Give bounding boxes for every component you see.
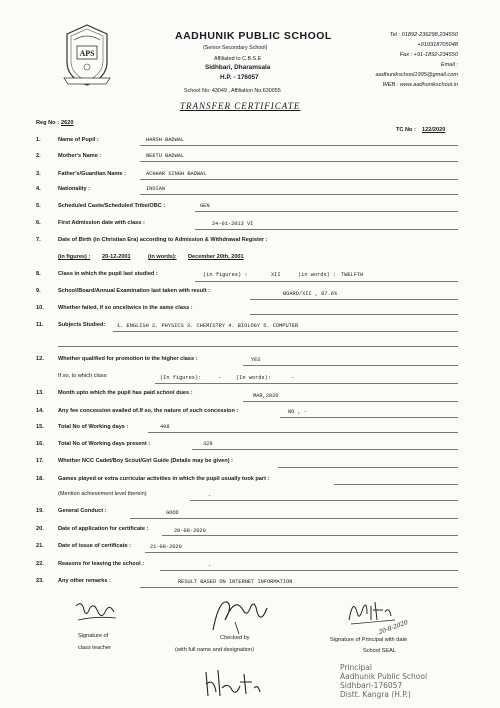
field-12-label: Whether qualified for promotion to the higher class : xyxy=(58,356,198,362)
class-words-value: TWELFTH xyxy=(341,272,364,278)
field-7-label: Date of Birth (in Christian Era) according to Admission & Withdrawal Register : xyxy=(58,237,268,243)
field-19-label: General Conduct : xyxy=(58,508,107,514)
principal-label-1: Signature of Principal with date xyxy=(330,637,408,643)
school-logo xyxy=(62,22,112,88)
field-3-label: Father's/Guardian Name : xyxy=(58,171,126,177)
field-19-line xyxy=(130,518,458,519)
achievement-value: - xyxy=(208,493,212,499)
field-8-number: 8. xyxy=(36,271,41,277)
field-19-value: GOOD xyxy=(166,510,179,516)
field-5-number: 5. xyxy=(36,203,41,209)
field-18-label: Games played or extra curricular activities in which the pupil usually took part : xyxy=(58,476,270,482)
field-9-number: 9. xyxy=(36,288,41,294)
field-11-number: 11. xyxy=(36,322,44,328)
principal-stamp xyxy=(340,663,427,699)
field-13-line xyxy=(243,401,458,402)
field-20-line xyxy=(162,535,458,536)
higher-class-figures: - xyxy=(218,375,222,381)
stamp-line-2: Aadhunik Public School xyxy=(340,672,428,681)
principal-date: 20-8-2020 xyxy=(377,618,410,637)
field-8-line xyxy=(195,281,458,282)
principal-label-2: School SEAL xyxy=(363,648,396,654)
field-14-label: Any fee concession availed of.If so, the nature of such concession : xyxy=(58,408,239,414)
field-6-label: First Admission date with class : xyxy=(58,220,145,226)
field-18-line xyxy=(334,484,458,485)
field-6-number: 6. xyxy=(36,220,41,226)
teacher-signature-label-2: class teacher xyxy=(78,645,111,651)
field-3-number: 3. xyxy=(36,171,41,177)
stamp-line-1: Principal xyxy=(340,663,372,672)
field-21-line xyxy=(145,552,458,553)
higher-class-line xyxy=(155,383,458,384)
field-15-label: Total No of Working days : xyxy=(58,424,129,430)
field-21-label: Date of issue of certificate : xyxy=(58,543,132,549)
affiliation-line: Affiliated to C.B.S.E xyxy=(214,56,262,62)
stamp-line-3: Sidhbari-176057 xyxy=(340,681,403,690)
field-20-label: Date of application for certificate : xyxy=(58,526,149,532)
field-2-number: 2. xyxy=(36,153,41,159)
stamp-line-4: Distt. Kangra (H.P.) xyxy=(340,690,411,699)
field-1-line xyxy=(140,145,458,146)
email-text: aadhunikschool1995@gmail.com xyxy=(375,72,458,78)
field-9-line xyxy=(250,299,458,300)
field-1-label: Name of Pupil : xyxy=(58,137,99,143)
field-6-line xyxy=(195,229,458,230)
field-5-line xyxy=(195,211,458,212)
tc-no-value: 122/2020 xyxy=(422,127,446,133)
higher-class-label: If so, to which class xyxy=(58,373,107,379)
field-13-number: 13. xyxy=(36,390,44,396)
field-23-number: 23. xyxy=(36,578,44,584)
fax-text: Fax : +91-1892-234550 xyxy=(399,52,458,58)
tc-no-label: TC No : xyxy=(396,127,416,133)
field-1-value: HARSH BADWAL xyxy=(146,137,185,143)
field-10-line xyxy=(250,314,458,315)
field-14-number: 14. xyxy=(36,408,44,414)
field-15-value: 408 xyxy=(160,424,170,430)
class-figures-label: (in figures) : xyxy=(203,272,248,278)
teacher-signature xyxy=(72,598,122,633)
field-12-number: 12. xyxy=(36,356,44,362)
field-4-label: Nationality : xyxy=(58,186,91,192)
achievement-label: (Mention achievement level therein) xyxy=(58,491,147,497)
checked-by-label-2: (with full name and designation) xyxy=(175,647,254,653)
field-17-number: 17. xyxy=(36,458,44,464)
field-9-value: BOARD/XII , 87.6% xyxy=(283,291,338,297)
dob-words-value: December 20th, 2001 xyxy=(188,254,244,260)
teacher-signature-label-1: Signature of xyxy=(78,633,109,639)
field-15-number: 15. xyxy=(36,424,44,430)
field-11-value: 1. ENGLISH 2. PHYSICS 3. CHEMISTRY 4. BIOLOGY 5. COMPUTER xyxy=(117,323,299,329)
field-16-number: 16. xyxy=(36,441,44,447)
tel-text: Tel : 01892-236298,234550 xyxy=(389,32,458,38)
dob-figures-value: 20-12-2001 xyxy=(102,254,131,260)
higher-class-figures-label: (In figures): xyxy=(160,375,202,381)
field-9-label: School/Board/Annual Examination last taken with result : xyxy=(58,288,210,294)
bottom-signature xyxy=(200,662,270,707)
field-10-label: Whether failed, if so once/twice in the same class : xyxy=(58,305,193,311)
school-name: AADHUNIK PUBLIC SCHOOL xyxy=(175,30,332,42)
field-14-value: NO , - xyxy=(288,409,308,415)
field-16-label: Total No of Working days present : xyxy=(58,441,151,447)
reg-no-value: 2620 xyxy=(61,120,74,126)
field-16-line xyxy=(192,449,458,450)
reg-no-label: Reg No : xyxy=(36,120,59,126)
field-4-line xyxy=(140,194,458,195)
field-2-label: Mother's Name : xyxy=(58,153,102,159)
school-location: Sidhbari, Dharamsala xyxy=(205,64,271,71)
field-22-line xyxy=(160,570,458,571)
higher-class-words: - xyxy=(291,375,295,381)
field-5-label: Scheduled Caste/Scheduled Tribe/OBC : xyxy=(58,203,166,209)
field-17-line xyxy=(278,467,458,468)
field-3-value: ACHHAR SINGH BADWAL xyxy=(146,171,207,177)
field-19-number: 19. xyxy=(36,508,44,514)
dob-words-label: (in words): xyxy=(148,254,177,260)
field-4-number: 4. xyxy=(36,186,41,192)
field-1-number: 1. xyxy=(36,137,41,143)
dob-figures-label: (in figures) : xyxy=(58,254,91,260)
field-13-value: MAR,2020 xyxy=(253,393,279,399)
achievement-line xyxy=(190,500,458,501)
field-17-label: Whether NCC Cadet/Boy Scout/Girl Guide (Details may be given) : xyxy=(58,458,233,464)
field-2-line xyxy=(140,161,458,162)
field-23-line xyxy=(140,587,458,588)
field-12-line xyxy=(243,365,458,366)
field-22-value: - xyxy=(208,563,212,569)
field-15-line xyxy=(148,432,458,433)
field-5-value: GEN xyxy=(200,203,210,209)
field-2-value: NEETU BADWAL xyxy=(146,153,185,159)
field-13-label: Month upto which the pupil has paid school dues : xyxy=(58,390,193,396)
field-22-label: Reasons for leaving the school : xyxy=(58,561,145,567)
school-number-line: School No: 43049 , Affiliation No:630055 xyxy=(184,88,281,94)
field-14-line xyxy=(280,417,458,418)
field-11-label: Subjects Studied: xyxy=(58,322,106,328)
field-18-number: 18. xyxy=(36,476,44,482)
logo-text: APS xyxy=(79,49,95,58)
field-4-value: INDIAN xyxy=(146,186,166,192)
field-20-number: 20. xyxy=(36,526,44,532)
contact-block xyxy=(298,32,458,92)
web-text: WEB : www.aadhunikschool.in xyxy=(382,82,458,88)
field-22-number: 22. xyxy=(36,561,44,567)
field-21-number: 21. xyxy=(36,543,44,549)
field-11-line xyxy=(113,331,458,332)
field-3-line xyxy=(140,179,458,180)
school-subtitle: (Senior Secondary School) xyxy=(203,45,268,51)
field-7-number: 7. xyxy=(36,237,41,243)
field-12-value: YES xyxy=(251,357,261,363)
email-label: Email : xyxy=(440,62,458,68)
field-11-line-2 xyxy=(58,346,458,347)
class-figures-value: XII xyxy=(271,272,281,278)
field-16-value: 328 xyxy=(203,441,213,447)
field-23-label: Any other remarks : xyxy=(58,578,111,584)
class-words-label: (in words) : xyxy=(298,272,337,278)
certificate-title: TRANSFER CERTIFICATE xyxy=(180,101,301,111)
school-pin: H.P. - 176057 xyxy=(220,74,259,81)
higher-class-words-label: (In words): xyxy=(236,375,271,381)
mobile-text: +919318705048 xyxy=(417,42,458,48)
field-21-value: 21-08-2020 xyxy=(150,544,182,550)
field-10-number: 10. xyxy=(36,305,44,311)
field-8-label: Class in which the pupil last studied : xyxy=(58,271,158,277)
field-23-value: RESULT BASED ON INTERNET INFORMATION xyxy=(178,579,293,585)
checked-by-label-1: Checked by xyxy=(220,635,250,641)
field-6-value: 24-01-2013 VI xyxy=(212,221,254,227)
field-20-value: 20-08-2020 xyxy=(174,528,206,534)
